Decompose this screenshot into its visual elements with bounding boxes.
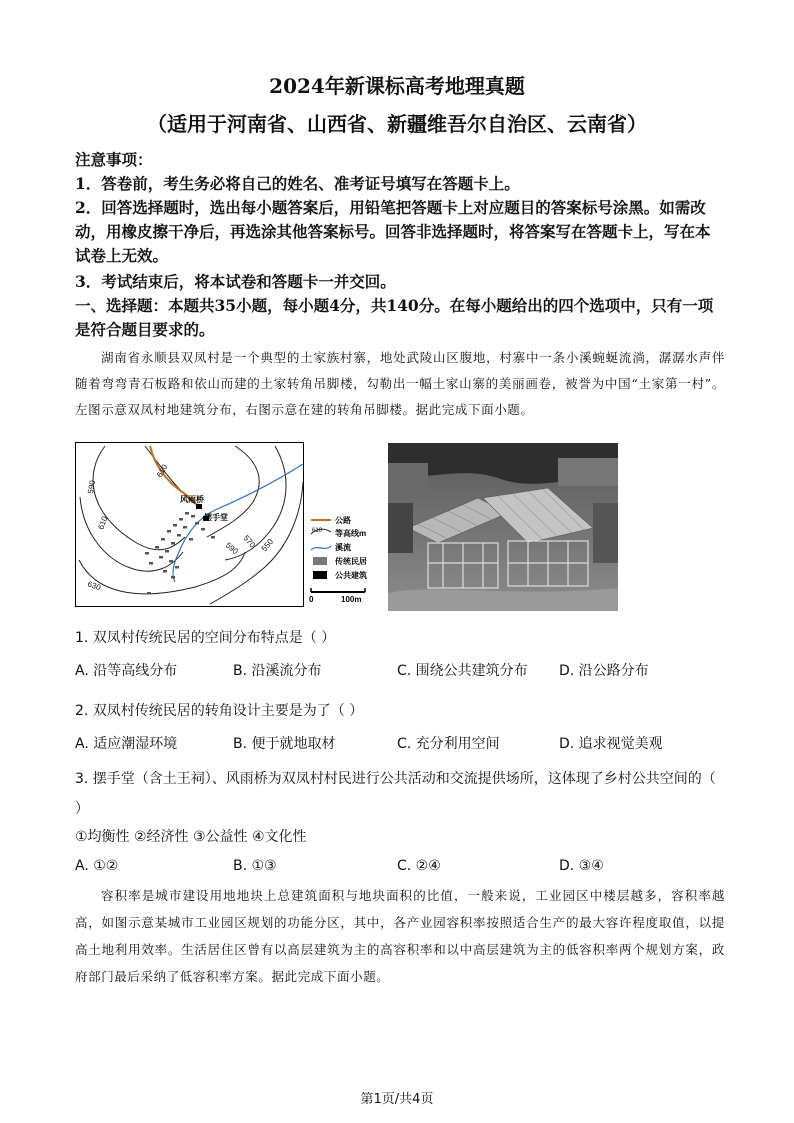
contour-label: 590 <box>86 479 98 495</box>
place-label-bridge: 风雨桥 <box>180 495 204 504</box>
q2-option-b[interactable]: B. 便于就地取材 <box>233 736 336 752</box>
q2-option-c[interactable]: C. 充分利用空间 <box>397 736 500 752</box>
passage-1: 湖南省永顺县双凤村是一个典型的土家族村寨，地处武陵山区腹地，村寨中一条小溪蜿蜒流淌，潺潺水声伴随着弯弯青石板路和依山而建的土家转角吊脚楼，勾勒出一幅土家山寨的美丽画卷，被誉为中国“土家第一村”。左图示意双凤村地建筑分布，右图示意在建的转角吊脚楼。据此完成下面小题。 <box>75 350 725 417</box>
question-3-statements: ①均衡性 ②经济性 ③公益性 ④文化性 <box>75 829 307 845</box>
legend-stream: 溪流 <box>335 543 351 552</box>
stilt-house-photo <box>388 443 618 611</box>
q3-option-d[interactable]: D. ③④ <box>559 858 604 874</box>
contour-label: 610 <box>154 462 170 479</box>
notice-item-2: 2．回答选择题时，选出每小题答案后，用铅笔把答题卡上对应题目的答案标号涂黑。如需改动，用橡皮擦干净后，再选涂其他答案标号。回答非选择题时，将答案写在答题卡上，写在本试卷上无效。 <box>75 198 711 265</box>
page-title: 2024年新课标高考地理真题 <box>269 74 525 98</box>
legend-contour: 等高线m <box>335 529 367 538</box>
place-label-hall: 摆手堂 <box>204 513 228 522</box>
public-building <box>196 504 202 509</box>
svg-text:0: 0 <box>309 595 314 604</box>
q2-option-d[interactable]: D. 追求视觉美观 <box>559 736 663 752</box>
question-3-options <box>75 858 725 878</box>
question-2-stem: 2. 双凤村传统民居的转角设计主要是为了（ ） <box>75 703 364 719</box>
svg-text:100m: 100m <box>341 595 362 604</box>
q1-option-c[interactable]: C. 围绕公共建筑分布 <box>397 663 528 679</box>
map-legend <box>311 515 367 580</box>
legend-public: 公共建筑 <box>335 571 367 580</box>
notice-item-3: 3．考试结束后，将本试卷和答题卡一并交回。 <box>75 272 396 291</box>
contour-label: 550 <box>259 537 276 554</box>
legend-houses: 传统民居 <box>335 557 367 566</box>
q2-option-a[interactable]: A. 适应潮湿环境 <box>75 736 178 752</box>
q1-option-a[interactable]: A. 沿等高线分布 <box>75 663 178 679</box>
passage-2: 容积率是城市建设用地地块上总建筑面积与地块面积的比值，一般来说，工业园区中楼层越多，容积率越高，如图示意某城市工业园区规划的功能分区，其中，各产业园容积率按照适合生产的最大容许程度取值，以提高土地利用效率。生活居住区曾有以高层建筑为主的高容积率和以中高层建筑为主的低容积率两个规划方案，政府部门最后采纳了低容积率方案。据此完成下面小题。 <box>75 888 725 984</box>
question-3-stem: 3. 摆手堂（含土王祠）、风雨桥为双凤村村民进行公共活动和交流提供场所，这体现了乡村公共空间的（ ） <box>75 771 716 817</box>
notice-item-1: 1．答卷前，考生务必将自己的姓名、准考证号填写在答题卡上。 <box>75 174 520 193</box>
section-heading: 一、选择题：本题共35小题，每小题4分，共140分。在每小题给出的四个选项中，只有一项是符合题目要求的。 <box>75 296 714 339</box>
q1-option-d[interactable]: D. 沿公路分布 <box>559 663 649 679</box>
notice-heading: 注意事项： <box>75 150 153 169</box>
contour-label: 610 <box>96 515 110 531</box>
contour-label: 630 <box>86 579 102 593</box>
question-1-stem: 1. 双凤村传统民居的空间分布特点是（ ） <box>75 630 336 646</box>
q1-option-b[interactable]: B. 沿溪流分布 <box>233 663 322 679</box>
question-2-options <box>75 733 725 753</box>
q3-option-b[interactable]: B. ①③ <box>233 858 277 874</box>
q3-option-c[interactable]: C. ②④ <box>397 858 441 874</box>
legend-contour-sample: 610 <box>312 528 323 534</box>
scale-bar <box>309 588 365 604</box>
contour-label: 590 <box>223 540 240 557</box>
question-1-options <box>75 660 725 680</box>
contour-label: 570 <box>241 533 257 550</box>
map-frame <box>76 443 304 607</box>
legend-road: 公路 <box>335 516 351 525</box>
q3-option-a[interactable]: A. ①② <box>75 858 119 874</box>
village-contour-map <box>75 442 369 610</box>
page-footer: 第1页/共4页 <box>360 1092 434 1107</box>
page-subtitle: （适用于河南省、山西省、新疆维吾尔自治区、云南省） <box>147 112 647 136</box>
